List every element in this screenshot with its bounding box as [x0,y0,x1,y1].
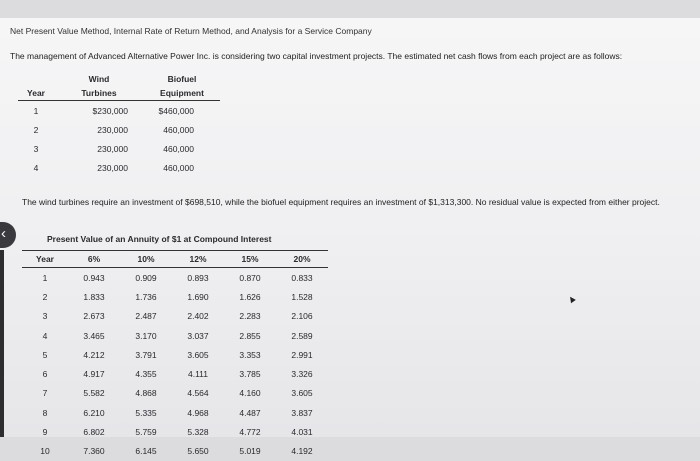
pv-factor-cell: 1.690 [187,291,209,302]
biofuel-equipment-header [144,72,220,101]
pv-factor-cell: 2.673 [83,311,105,322]
cash-flow-year-cell: 3 [33,143,39,154]
mouse-pointer-icon: ▲ [564,292,580,307]
pv-factor-cell: 4.868 [135,388,157,399]
pv-factor-cell: 6.145 [135,446,157,457]
wind-cash-flow-cell: 230,000 [97,162,128,173]
pv-factor-cell: 3.465 [83,330,105,341]
cash-flow-table [18,72,220,177]
pv-factor-cell: 0.870 [239,272,261,283]
wind-header-line2: Turbines [81,88,117,98]
pv-factor-cell: 4.487 [239,407,261,418]
pv-factor-cell: 5.328 [187,427,209,438]
pv-factor-cell: 2.402 [187,311,209,322]
pv-factor-cell: 6.802 [83,427,105,438]
pv-table-row [22,345,328,364]
pv-factor-cell: 4.968 [187,407,209,418]
pv-year-cell: 9 [42,427,48,438]
pv-annuity-table [22,250,328,461]
pv-table-row [22,364,328,383]
pv-factor-cell: 0.893 [187,272,209,283]
bio-cash-flow-cell: 460,000 [163,143,194,154]
pv-year-cell: 3 [42,311,48,322]
pv-factor-cell: 1.528 [291,291,313,302]
pv-factor-cell: 4.772 [239,427,261,438]
pv-factor-cell: 5.019 [239,446,261,457]
pv-factor-cell: 2.487 [135,311,157,322]
pv-factor-cell: 7.360 [83,446,105,457]
cash-flow-year-cell: 2 [33,124,39,135]
page-title: Net Present Value Method, Internal Rate of Return Method, and Analysis for a Service Company [10,26,372,36]
pv-factor-cell: 4.111 [187,369,208,380]
pv-factor-cell: 0.943 [83,272,105,283]
bio-header-line1: Biofuel [167,74,197,84]
pv-factor-cell: 4.192 [291,446,313,457]
bio-cash-flow-cell: 460,000 [163,124,194,135]
intro-text: The management of Advanced Alternative Power Inc. is considering two capital investment projects. The estimated net cash flows from each project are as follows: [10,51,623,61]
pv-factor-cell: 2.283 [239,311,261,322]
pv-factor-cell: 0.909 [135,272,157,283]
pv-year-cell: 5 [42,349,48,360]
pv-year-cell: 2 [42,291,48,302]
bio-header-line2: Equipment [160,88,204,98]
year-header [18,72,54,101]
pv-factor-cell: 1.736 [135,291,157,302]
document-page [0,18,700,457]
pv-year-cell: 6 [42,369,48,380]
pv-factor-cell: 5.759 [135,427,157,438]
cash-flow-row [18,158,220,177]
pv-factor-cell: 3.605 [291,388,313,399]
pv-factor-cell: 3.037 [187,330,209,341]
rate-6-header: 6% [68,251,120,268]
chevron-left-icon: ‹ [1,225,6,242]
pv-factor-cell: 5.335 [135,407,157,418]
cash-flow-year-cell: 1 [33,105,39,116]
pv-table-row [22,307,328,326]
pv-factor-cell: 4.917 [83,369,105,380]
pv-table-row [22,287,328,306]
pv-factor-cell: 4.212 [83,349,105,360]
pv-table-row [22,442,328,461]
pv-factor-cell: 3.353 [239,349,261,360]
pv-table-row [22,326,328,345]
year-col-header: Year [22,251,68,268]
pv-factor-cell: 3.326 [291,369,313,380]
cash-flow-row [18,139,220,158]
pv-year-cell: 4 [42,330,48,341]
pv-table-row [22,268,328,288]
pv-table-title: Present Value of an Annuity of $1 at Compound Interest [47,234,272,244]
wind-header-line1: Wind [88,74,110,84]
pv-year-cell: 8 [42,407,48,418]
year-header-label: Year [27,88,45,98]
pv-year-cell: 1 [42,272,48,283]
pv-table-row [22,384,328,403]
pv-factor-cell: 1.626 [239,291,261,302]
bio-cash-flow-cell: 460,000 [163,162,194,173]
pv-year-cell: 7 [42,388,48,399]
pv-factor-cell: 3.785 [239,369,261,380]
pv-factor-cell: 4.031 [291,427,313,438]
pv-factor-cell: 4.564 [187,388,209,399]
pv-table-row [22,403,328,422]
pv-factor-cell: 1.833 [83,291,105,302]
rate-20-header: 20% [276,251,328,268]
left-edge-bar [0,250,4,437]
pv-table-row [22,422,328,441]
pv-factor-cell: 2.106 [291,311,313,322]
cash-flow-row [18,120,220,139]
pv-factor-cell: 2.991 [291,349,313,360]
wind-cash-flow-cell: 230,000 [97,124,128,135]
pv-factor-cell: 2.855 [239,330,261,341]
pv-factor-cell: 3.837 [291,407,313,418]
rate-15-header: 15% [224,251,276,268]
pv-year-cell: 10 [40,446,50,457]
pv-factor-cell: 4.160 [239,388,261,399]
pv-factor-cell: 5.650 [187,446,209,457]
pv-factor-cell: 3.791 [135,349,157,360]
wind-cash-flow-cell: 230,000 [97,143,128,154]
pv-factor-cell: 5.582 [83,388,105,399]
cash-flow-year-cell: 4 [33,162,39,173]
pv-factor-cell: 2.589 [291,330,313,341]
pv-factor-cell: 4.355 [135,369,157,380]
cash-flow-row [18,101,220,121]
bio-cash-flow-cell: $460,000 [158,105,194,116]
wind-cash-flow-cell: $230,000 [92,105,128,116]
pv-factor-cell: 3.170 [135,330,157,341]
rate-12-header: 12% [172,251,224,268]
rate-10-header: 10% [120,251,172,268]
pv-factor-cell: 3.605 [187,349,209,360]
investment-note: The wind turbines require an investment of $698,510, while the biofuel equipment requires an investment of $1,313,300. No residual value is expected from either project. [22,197,660,207]
pv-factor-cell: 0.833 [291,272,313,283]
pv-factor-cell: 6.210 [83,407,105,418]
wind-turbines-header [54,72,144,101]
